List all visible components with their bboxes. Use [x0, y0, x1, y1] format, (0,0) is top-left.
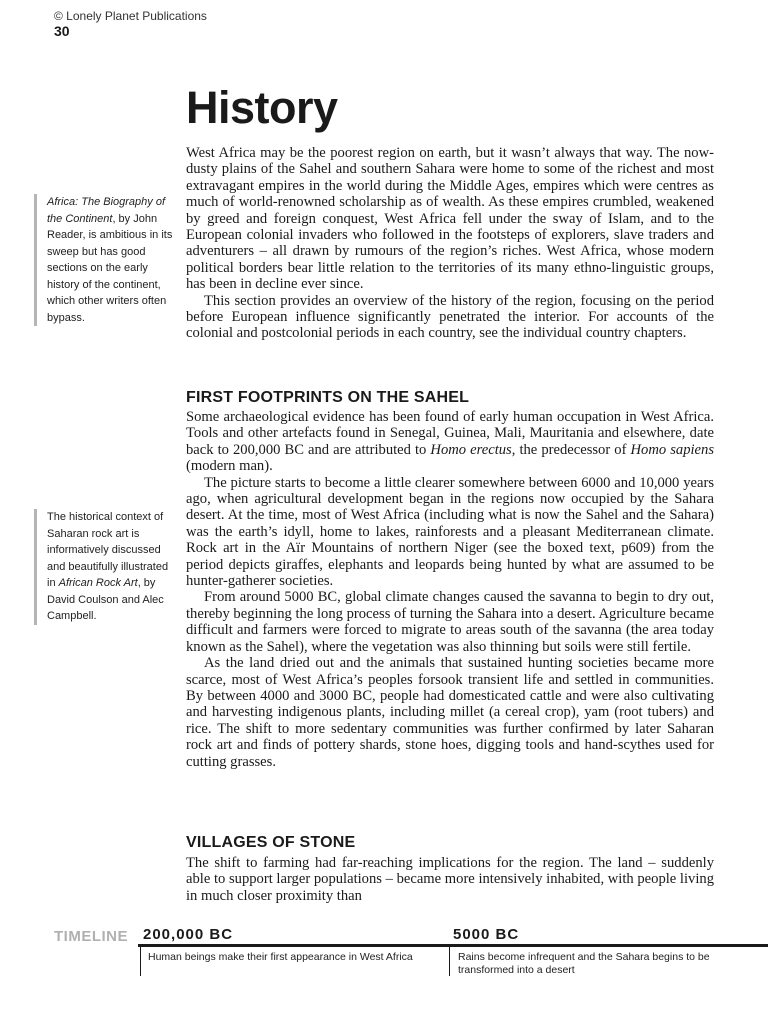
sidenote-book-recommendation: Africa: The Biography of the Continent, by John Reader, is ambitious in its sweep but has good sections on the early history of the continent, which other writers often bypass. [34, 194, 177, 326]
timeline-date: 5000 BC [453, 926, 520, 943]
intro-text [186, 145, 714, 342]
book-title: African Rock Art [58, 577, 138, 589]
intro-paragraph-2: This section provides an overview of the history of the region, focusing on the period before European influence significantly penetrated the interior. For accounts of the colonial and postcolonial periods in each country, see the individual country chapters. [186, 292, 714, 342]
species-name: Homo sapiens [630, 441, 715, 458]
paragraph-settlement: As the land dried out and the animals that sustained hunting societies became more scarce, most of West Africa’s peoples forsook transient life and settled in communities. By between 4000 and 3000 BC, people had domesticated cattle and were also cultivating and harvesting indigenous plants, including millet (a cereal crop), yam (root tubers) and rice. The shift to more sedentary communities was further confirmed by later Saharan rock art and finds of pottery shards, stone hoes, digging tools and hand-scythes used for cutting grasses. [186, 655, 714, 770]
section-villages-text [186, 855, 714, 904]
timeline-date: 200,000 BC [143, 926, 234, 943]
page-title: History [186, 82, 338, 133]
timeline-event: Human beings make their first appearance in West Africa [148, 951, 413, 963]
page-number: 30 [54, 23, 70, 39]
paragraph-archaeology: Some archaeological evidence has been found of early human occupation in West Africa. Tools and other artefacts found in Senegal, Guinea, Mali, Mauritania and elsewhere, date back to 200,000 BC and are attributed to Homo erectus, the predecessor of Homo sapiens (modern man). [186, 409, 715, 475]
intro-paragraph-1: West Africa may be the poorest region on earth, but it wasn’t always that way. The now-dusty plains of the Sahel and southern Sahara were home to some of the richest and most extravagant empires in the world during the Middle Ages, empires which were centres as much of world-renowned scholarship as of wealth. As these empires crumbled, weakened by greed and foreign conquest, West Africa fell under the sway of Islam, and to the European colonial invaders who followed in the footsteps of explorers, slave traders and adventurers – all drawn by rumours of the region’s riches. West Africa, whose modern political borders bear little relation to the territories of its many ethno-linguistic groups, has been in decline ever since. [186, 145, 714, 293]
timeline-event: Rains become infrequent and the Sahara begins to be transformed into a desert [458, 951, 710, 976]
paragraph-climate-change: From around 5000 BC, global climate changes caused the savanna to begin to dry out, thereby beginning the long process of turning the Sahara into a desert. Agriculture became difficult and farmers were forced to migrate to areas south of the savanna (the area today known as the Sahel), where the vegetation was also thinning but soils were still fertile. [186, 589, 714, 655]
paragraph-farming: The shift to farming had far-reaching implications for the region. The land – suddenly able to support larger populations – became more intensively inhabited, with people living in much closer proximity than [186, 855, 714, 904]
timeline-tick [449, 944, 450, 976]
copyright-notice: © Lonely Planet Publications [54, 9, 207, 23]
section-heading-villages-of-stone: VILLAGES OF STONE [186, 834, 356, 851]
timeline-tick [140, 944, 141, 976]
book-title: Africa: The Biography of the Continent [47, 196, 166, 225]
section-heading-first-footprints: FIRST FOOTPRINTS ON THE SAHEL [186, 389, 470, 406]
sidenote-rock-art: The historical context of Saharan rock art is informatively discussed and beautifully illustrated in African Rock Art, by David Coulson and Alec Campbell. [34, 509, 177, 625]
species-name: Homo erectus [430, 441, 512, 458]
paragraph-agriculture: The picture starts to become a little clearer somewhere between 6000 and 10,000 years ago, when agricultural development began in the regions now occupied by the Sahara desert. At the time, most of West Africa (including what is now the Sahel and the Sahara) was the earth’s idyll, home to lakes, rainforests and a pleasant Mediterranean climate. Rock art in the Aïr Mountains of northern Niger (see the boxed text, p609) from the period depicts giraffes, elephants and leopards being hunted by what are assumed to be hunter-gatherer societies. [186, 474, 714, 590]
timeline-label: TIMELINE [54, 928, 128, 945]
section-first-footprints-text [186, 409, 714, 770]
timeline-rule [138, 944, 768, 947]
